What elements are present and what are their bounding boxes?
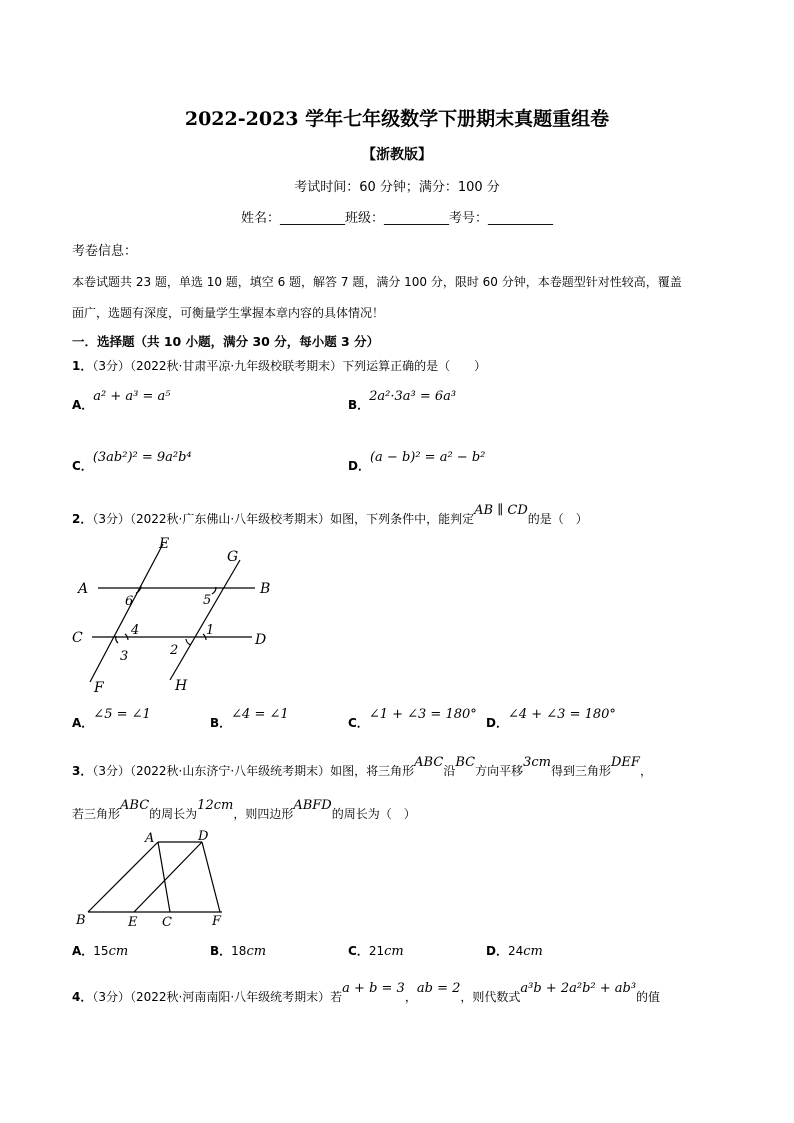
q3-option-d[interactable] [486,942,543,959]
q3-text: 得到三角形 [550,764,611,778]
q3-math: ABFD [293,798,332,813]
label-a: A [145,831,155,846]
exam-info-line-2: 面广，选题有深度，可衡量学生掌握本章内容的具体情况！ [72,306,385,320]
segment-df [202,842,220,912]
q3-text: 沿 [443,764,456,778]
label-e: E [128,915,138,930]
q2-text-after: 的是（ ） [527,512,588,526]
option-expression: a² + a³ = a⁵ [93,389,171,404]
q1-number: 1． [72,359,93,373]
q3-stem-line-1 [72,755,652,779]
option-label: C． [348,944,369,958]
angle-2-arc [186,639,191,645]
q3-text: 的周长为 [149,807,198,821]
angle-2-label: 2 [170,643,179,658]
q3-number: 3． [72,764,93,778]
q3-text: ， [639,764,652,778]
option-expression: ∠5 = ∠1 [93,707,151,722]
angle-3-label: 3 [120,649,129,664]
q2-math-parallel: AB ∥ CD [474,503,528,518]
option-label: B． [210,944,232,958]
exam-time-line: 考试时间：60 分钟；满分：100 分 [294,180,500,195]
option-expression: ∠1 + ∠3 = 180° [368,707,477,722]
option-unit: cm [108,944,129,959]
option-label: B． [210,716,232,730]
q4-text: 的值 [636,990,661,1004]
q1-option-b[interactable] [348,389,457,413]
option-label: B． [348,398,370,412]
option-label: D． [486,944,508,958]
q2-text-before: （3分）（2022秋·广东佛山·八年级校考期末）如图，下列条件中，能判定 [92,512,475,526]
label-c: C [162,915,172,930]
section-title: 一．选择题（共 10 小题，满分 30 分，每小题 3 分） [72,334,380,349]
q2-option-c[interactable] [348,707,477,731]
option-label: C． [348,716,369,730]
label-g: G [227,549,239,565]
q2-option-a[interactable] [72,707,151,731]
exam-info-heading: 考卷信息： [72,244,138,259]
segment-ab [88,842,158,912]
page-title: 2022-2023 学年七年级数学下册期末真题重组卷 [184,108,610,130]
label-h: H [175,678,188,694]
option-value: 21 [368,944,385,958]
option-expression: (a − b)² = a² − b² [369,450,486,465]
q3-text: 方向平移 [475,764,524,778]
option-label: A． [72,944,94,958]
q3-math: 12cm [197,798,234,813]
q3-option-c[interactable] [348,942,404,959]
q3-math: DEF [611,755,640,770]
q3-math: ABC [120,798,150,813]
q3-math: BC [455,755,476,770]
student-info-line: 姓名：__________班级：__________考号：__________ [240,211,553,226]
edition-label: 【浙教版】 [362,147,432,163]
option-value: 24 [507,944,524,958]
q3-text: （3分）（2022秋·山东济宁·八年级统考期末）如图，将三角形 [92,764,415,778]
q2-option-d[interactable] [486,707,616,731]
q4-text: ， [404,990,417,1004]
q1-option-d[interactable] [348,450,486,474]
q3-text: 的周长为（ ） [331,807,416,821]
option-value: 18 [231,944,247,958]
q1-text: （3分）（2022秋·甘肃平凉·九年级校联考期末）下列运算正确的是（ ） [92,359,487,373]
q4-text: （3分）（2022秋·河南南阳·八年级统考期末）若 [92,990,343,1004]
angle-1-label: 1 [206,623,215,638]
q1-stem [72,357,486,374]
q2-option-b[interactable] [210,707,289,731]
option-expression: 2a²·3a³ = 6a³ [369,389,457,404]
q2-number: 2． [72,512,93,526]
label-b: B [76,913,86,928]
exam-info-line-1: 本卷试题共 23 题，单选 10 题，填空 6 题，解答 7 题，满分 100 分，限时 60 分钟，本卷题型针对性较高，覆盖 [72,275,682,289]
option-expression: (3ab²)² = 9a²b⁴ [92,450,192,465]
q1-option-c[interactable] [72,450,192,474]
option-label: A． [72,398,94,412]
q3-stem-line-2 [72,798,416,822]
q4-math: ab = 2 [416,981,461,996]
option-label: C． [72,459,93,473]
label-d: D [198,829,209,844]
angle-5-label: 5 [203,593,212,608]
line-gh [170,560,240,680]
q1-option-a[interactable] [72,389,171,413]
label-f: F [94,680,104,696]
label-a: A [78,581,89,597]
q2-stem [72,503,588,527]
label-f: F [212,914,222,929]
option-unit: cm [246,944,267,959]
q2-figure [70,532,280,697]
option-value: 15 [93,944,109,958]
option-label: D． [348,459,370,473]
q3-figure [70,826,235,930]
q3-option-b[interactable] [210,942,266,959]
label-c: C [72,630,83,646]
q3-text: 若三角形 [72,807,121,821]
q4-number: 4． [72,990,93,1004]
option-label: D． [486,716,508,730]
option-expression: ∠4 = ∠1 [231,707,289,722]
angle-6-label: 6 [125,594,134,609]
q4-stem [72,981,661,1005]
q3-math: 3cm [523,755,551,770]
q4-math: a³b + 2a²b² + ab³ [520,981,637,996]
option-expression: ∠4 + ∠3 = 180° [507,707,616,722]
q3-option-a[interactable] [72,942,128,959]
label-d: D [255,632,267,648]
option-unit: cm [523,944,543,959]
label-e: E [159,536,170,552]
label-b: B [260,581,271,597]
q3-text: ，则四边形 [233,807,294,821]
q4-text: ，则代数式 [460,990,521,1004]
option-unit: cm [384,944,404,959]
q3-math: ABC [414,755,444,770]
option-label: A． [72,716,94,730]
angle-4-label: 4 [131,623,140,638]
q4-math: a + b = 3 [342,981,405,996]
